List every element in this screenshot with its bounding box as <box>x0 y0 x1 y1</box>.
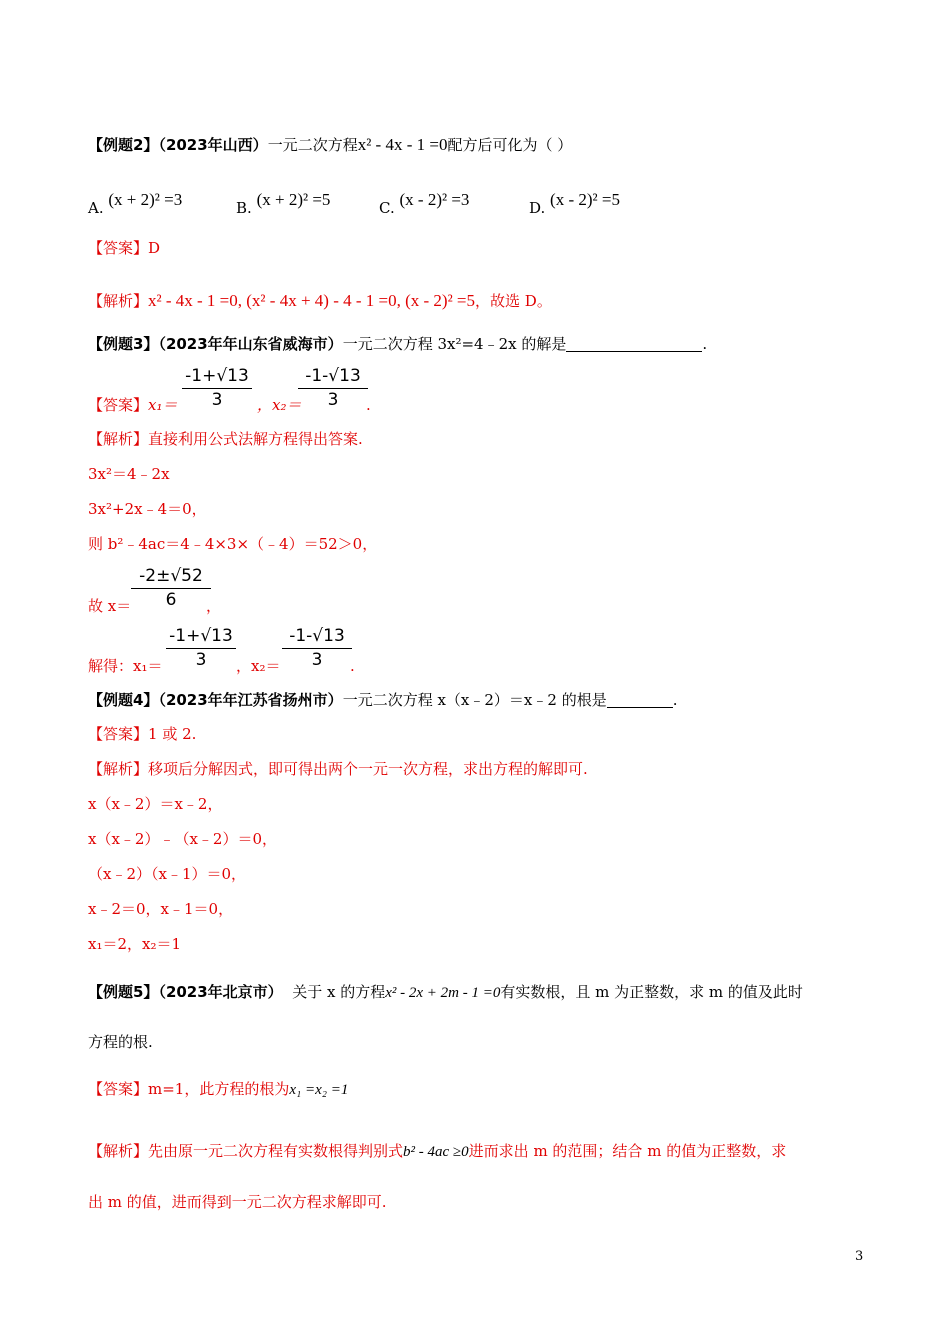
ex4-answer-tag: 【答案】 <box>88 725 149 743</box>
ex3-x2-label: ，x₂＝ <box>257 396 302 414</box>
ex3-x1-label: x₁＝ <box>148 396 178 414</box>
ex5-analysis-line2: 出 m 的值，进而得到一元二次方程求解即可. <box>88 1193 387 1211</box>
ex4-step: x（x﹣2）﹣（x﹣2）＝0， <box>88 830 278 848</box>
ex2-analysis <box>88 291 552 311</box>
ex3-step5-end: . <box>350 657 355 675</box>
ex4-tag: 【例题4】 <box>88 691 159 709</box>
ex2-tag: 【例题2】 <box>88 136 159 154</box>
ex3-step4-label: 故 x＝ <box>88 597 132 615</box>
ex5-q-part1: 关于 x 的方程 <box>292 983 386 1001</box>
ex3-answer-end: . <box>366 396 371 414</box>
ex5-q-part2: 有实数根，且 m 为正整数，求 m 的值及此时 <box>500 983 803 1001</box>
ex5-analysis-expr: b² - 4ac ≥0 <box>403 1144 469 1160</box>
ex3-analysis-text: 直接利用公式法解方程得出答案. <box>148 430 363 448</box>
ex3-step4-fraction: -2±√52 6 <box>131 566 211 609</box>
ex3-analysis-tag: 【解析】 <box>88 430 149 448</box>
ex2-analysis-tail: ，故选 D。 <box>475 292 552 310</box>
ex4-step: x₁＝2，x₂＝1 <box>88 935 182 953</box>
ex4-analysis <box>88 759 588 779</box>
ex4-analysis-tag: 【解析】 <box>88 760 149 778</box>
ex3-tag: 【例题3】 <box>88 335 159 353</box>
ex2-analysis-tag: 【解析】 <box>88 292 149 310</box>
ex4-analysis-text: 移项后分解因式，即可得出两个一元一次方程，求出方程的解即可. <box>148 760 588 778</box>
ex2-option-c: C. (x - 2)² =3 <box>379 190 470 217</box>
ex3-step2: 3x²+2x﹣4＝0， <box>88 500 207 518</box>
ex3-analysis <box>88 429 363 449</box>
ex4-step: （x﹣2）（x﹣1）＝0， <box>88 865 247 883</box>
ex3-answer-blank <box>566 337 702 352</box>
ex5-q-equation: x² - 2x + 2m - 1 =0 <box>385 985 501 1001</box>
ex3-step3: 则 b²﹣4ac＝4﹣4×3×（﹣4）＝52＞0， <box>88 535 378 553</box>
ex3-answer-tag: 【答案】 <box>88 396 149 414</box>
ex5-tag: 【例题5】 <box>88 983 159 1001</box>
ex2-option-d: D. (x - 2)² =5 <box>529 190 620 217</box>
ex4-question: 【例题4】（2023年年江苏省扬州市）一元二次方程 x（x﹣2）＝x﹣2 的根是 . <box>88 691 678 709</box>
ex2-question <box>88 135 572 155</box>
ex4-answer <box>88 724 196 744</box>
page-number: 3 <box>855 1249 864 1264</box>
ex3-step5-mid: ，x₂＝ <box>236 657 281 675</box>
ex3-answer <box>88 395 178 415</box>
ex3-answer-root1: -1+√13 3 <box>182 366 252 409</box>
ex5-analysis <box>88 1141 786 1162</box>
ex3-step4-end: ， <box>206 597 222 615</box>
ex5-source: （2023年北京市） <box>158 983 283 1001</box>
ex5-answer-text: m=1，此方程的根为 <box>148 1080 290 1098</box>
ex4-step: x﹣2＝0，x﹣1＝0， <box>88 900 234 918</box>
ex2-answer-tag: 【答案】 <box>88 239 149 257</box>
ex5-question <box>88 982 803 1003</box>
ex2-option-a: A. (x + 2)² =3 <box>88 190 183 217</box>
ex5-answer <box>88 1079 348 1100</box>
ex5-analysis-part2: 进而求出 m 的范围；结合 m 的值为正整数，求 <box>468 1142 787 1160</box>
ex2-lead: 一元二次方程 <box>267 136 358 154</box>
ex2-equation: x² - 4x - 1 =0 <box>357 135 448 154</box>
ex5-analysis-part1: 先由原一元二次方程有实数根得判别式 <box>148 1142 404 1160</box>
ex3-step5-root1: -1+√13 3 <box>166 626 236 669</box>
ex3-source: （2023年年山东省威海市） <box>158 335 343 353</box>
ex4-question-text: 一元二次方程 x（x﹣2）＝x﹣2 的根是 <box>342 691 607 709</box>
ex5-answer-expr: x₁ =x₂ =1 <box>289 1082 349 1098</box>
ex3-question: 【例题3】（2023年年山东省威海市）一元二次方程 3x²=4﹣2x 的解是 . <box>88 335 708 353</box>
ex2-answer <box>88 238 160 258</box>
ex4-answer-blank <box>607 693 673 708</box>
ex2-tail: 配方后可化为（ ） <box>447 136 573 154</box>
ex4-answer-value: 1 或 2. <box>148 725 197 743</box>
ex2-source: （2023年山西） <box>158 136 268 154</box>
ex3-question-text: 一元二次方程 3x²=4﹣2x 的解是 <box>342 335 567 353</box>
ex3-step5-label: 解得：x₁＝ <box>88 657 163 675</box>
ex4-source: （2023年年江苏省扬州市） <box>158 691 343 709</box>
ex2-option-b: B. (x + 2)² =5 <box>236 190 331 217</box>
ex4-step: x（x﹣2）＝x﹣2， <box>88 795 223 813</box>
ex5-analysis-tag: 【解析】 <box>88 1142 149 1160</box>
ex3-answer-root2: -1-√13 3 <box>298 366 368 409</box>
ex2-analysis-expr: x² - 4x - 1 =0, (x² - 4x + 4) - 4 - 1 =0, (x - 2)² =5 <box>148 291 476 310</box>
ex5-answer-tag: 【答案】 <box>88 1080 149 1098</box>
ex3-step1: 3x²＝4﹣2x <box>88 465 170 483</box>
ex2-answer-value: D <box>148 239 161 257</box>
ex5-question-line2: 方程的根. <box>88 1033 153 1051</box>
ex3-step5-root2: -1-√13 3 <box>282 626 352 669</box>
